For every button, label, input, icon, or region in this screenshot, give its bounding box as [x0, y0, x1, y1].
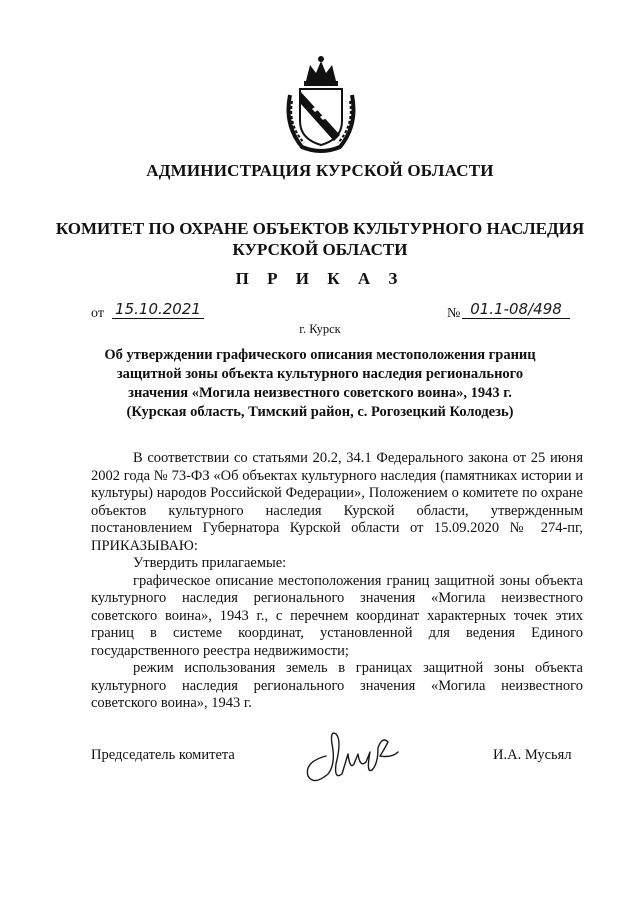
signature-icon: [296, 724, 408, 790]
paragraph-land-use-regime: режим использования земель в границах защитной зоны объекта культурного наследия регионального значения «Могила неизвестного советского воина», 1943 г.: [91, 660, 583, 711]
committee-title-line2: КУРСКОЙ ОБЛАСТИ: [232, 240, 408, 259]
subject-line3: значения «Могила неизвестного советского воина», 1943 г.: [128, 385, 512, 401]
subject-line1: Об утверждении графического описания местоположения границ: [104, 347, 536, 363]
paragraph-approve: Утвердить прилагаемые:: [133, 555, 287, 571]
signatory-position: Председатель комитета: [91, 747, 235, 763]
subject-line4: (Курская область, Тимский район, с. Рогозецкий Колодезь): [126, 404, 514, 420]
number-label: №: [447, 306, 461, 321]
coat-of-arms-icon: [282, 55, 360, 155]
city: г. Курск: [299, 322, 341, 336]
administration-title: АДМИНИСТРАЦИЯ КУРСКОЙ ОБЛАСТИ: [146, 161, 494, 180]
date-value: 15.10.2021: [112, 300, 204, 319]
subject-heading: [80, 346, 560, 422]
subject-line2: защитной зоны объекта культурного наследия регионального: [116, 366, 524, 382]
paragraph-graphic-description: графическое описание местоположения границ защитной зоны объекта культурного наследия регионального значения «Могила неизвестного советского воина», 1943 г., с перечнем координат характерных точек этих границ в системе координат, установленной для ведения Единого государственного реестра недвижимости;: [91, 572, 583, 659]
committee-title: [0, 218, 640, 260]
signatory-name: И.А. Мусьял: [493, 747, 572, 763]
body-text: [91, 450, 583, 713]
paragraph-preamble: В соответствии со статьями 20.2, 34.1 Федерального закона от 25 июня 2002 года № 73-ФЗ «Об объектах культурного наследия (памятниках истории и культуры) народов Российской Федерации», Положением о комитете по охране объектов культурного наследия Курской области, утвержденным постановлением Губернатора Курской области от 15.09.2020 № 274-пг, ПРИКАЗЫВАЮ:: [91, 450, 583, 554]
committee-title-line1: КОМИТЕТ ПО ОХРАНЕ ОБЪЕКТОВ КУЛЬТУРНОГО НАСЛЕДИЯ: [55, 219, 585, 238]
date-label: от: [91, 306, 104, 321]
number-value: 01.1-08/498: [462, 300, 570, 319]
document-type: П Р И К А З: [235, 269, 405, 288]
